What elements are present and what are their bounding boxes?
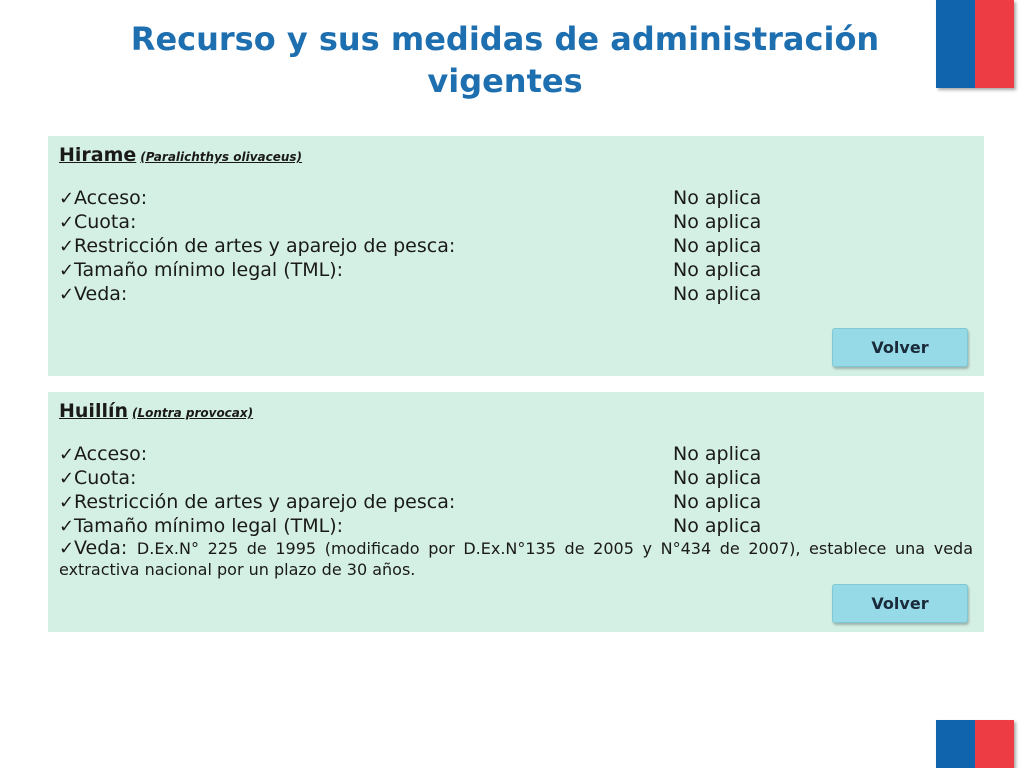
volver-button[interactable]: Volver xyxy=(832,584,968,623)
measure-item-veda xyxy=(59,538,973,580)
measure-value: No aplica xyxy=(673,187,762,209)
species-name: Huillín xyxy=(59,400,129,422)
measure-item-cuota xyxy=(59,466,973,490)
measure-label: Restricción de artes y aparejo de pesca: xyxy=(74,235,456,257)
measure-item-acceso xyxy=(59,186,973,210)
veda-description: D.Ex.N° 225 de 1995 (modificado por D.Ex.N°135 de 2005 y N°434 de 2007), establece una veda extractiva nacional por un plazo de 30 años. xyxy=(59,539,973,579)
measure-label: Veda: xyxy=(74,283,128,305)
species-panel-huillin xyxy=(48,392,984,632)
species-scientific-name: (Lontra provocax) xyxy=(132,406,254,420)
measure-value: No aplica xyxy=(673,467,762,489)
checkmark-icon: ✓ xyxy=(59,260,75,281)
flag-blue-stripe xyxy=(936,0,975,88)
checkmark-icon: ✓ xyxy=(59,492,75,513)
measure-value: No aplica xyxy=(673,515,762,537)
checkmark-icon: ✓ xyxy=(59,444,75,465)
title-line-2: vigentes xyxy=(427,62,583,100)
chile-flag-logo-top xyxy=(936,0,1014,88)
measure-value: No aplica xyxy=(673,283,762,305)
flag-blue-stripe xyxy=(936,720,975,768)
measure-value: No aplica xyxy=(673,443,762,465)
volver-button[interactable]: Volver xyxy=(832,328,968,367)
checkmark-icon: ✓ xyxy=(59,284,75,305)
measure-label: Tamaño mínimo legal (TML): xyxy=(74,515,344,537)
measure-item-acceso xyxy=(59,442,973,466)
measure-item-veda xyxy=(59,282,973,306)
measure-item-tml xyxy=(59,514,973,538)
checkmark-icon: ✓ xyxy=(59,516,75,537)
flag-red-stripe xyxy=(975,720,1014,768)
measure-label: Acceso: xyxy=(74,187,148,209)
species-panel-hirame xyxy=(48,136,984,376)
measure-item-restriccion xyxy=(59,490,973,514)
species-scientific-name: (Paralichthys olivaceus) xyxy=(140,150,303,164)
measure-label: Cuota: xyxy=(74,211,137,233)
measure-value: No aplica xyxy=(673,211,762,233)
measure-value: No aplica xyxy=(673,259,762,281)
title-line-1: Recurso y sus medidas de administración xyxy=(130,20,880,58)
measure-value: No aplica xyxy=(673,235,762,257)
measure-label: Tamaño mínimo legal (TML): xyxy=(74,259,344,281)
measure-item-tml xyxy=(59,258,973,282)
measure-item-restriccion xyxy=(59,234,973,258)
species-name: Hirame xyxy=(59,144,137,166)
measures-list xyxy=(59,442,973,580)
flag-red-stripe xyxy=(975,0,1014,88)
measure-label: Acceso: xyxy=(74,443,148,465)
measure-value: No aplica xyxy=(673,491,762,513)
measure-label: Veda: xyxy=(74,537,128,559)
measures-list xyxy=(59,186,973,306)
measure-label: Cuota: xyxy=(74,467,137,489)
checkmark-icon: ✓ xyxy=(59,468,75,489)
measure-item-cuota xyxy=(59,210,973,234)
checkmark-icon: ✓ xyxy=(59,236,75,257)
chile-flag-logo-bottom xyxy=(936,720,1014,768)
slide-title xyxy=(60,18,950,102)
checkmark-icon: ✓ xyxy=(59,212,75,233)
checkmark-icon: ✓ xyxy=(59,538,75,559)
checkmark-icon: ✓ xyxy=(59,188,75,209)
measure-label: Restricción de artes y aparejo de pesca: xyxy=(74,491,456,513)
